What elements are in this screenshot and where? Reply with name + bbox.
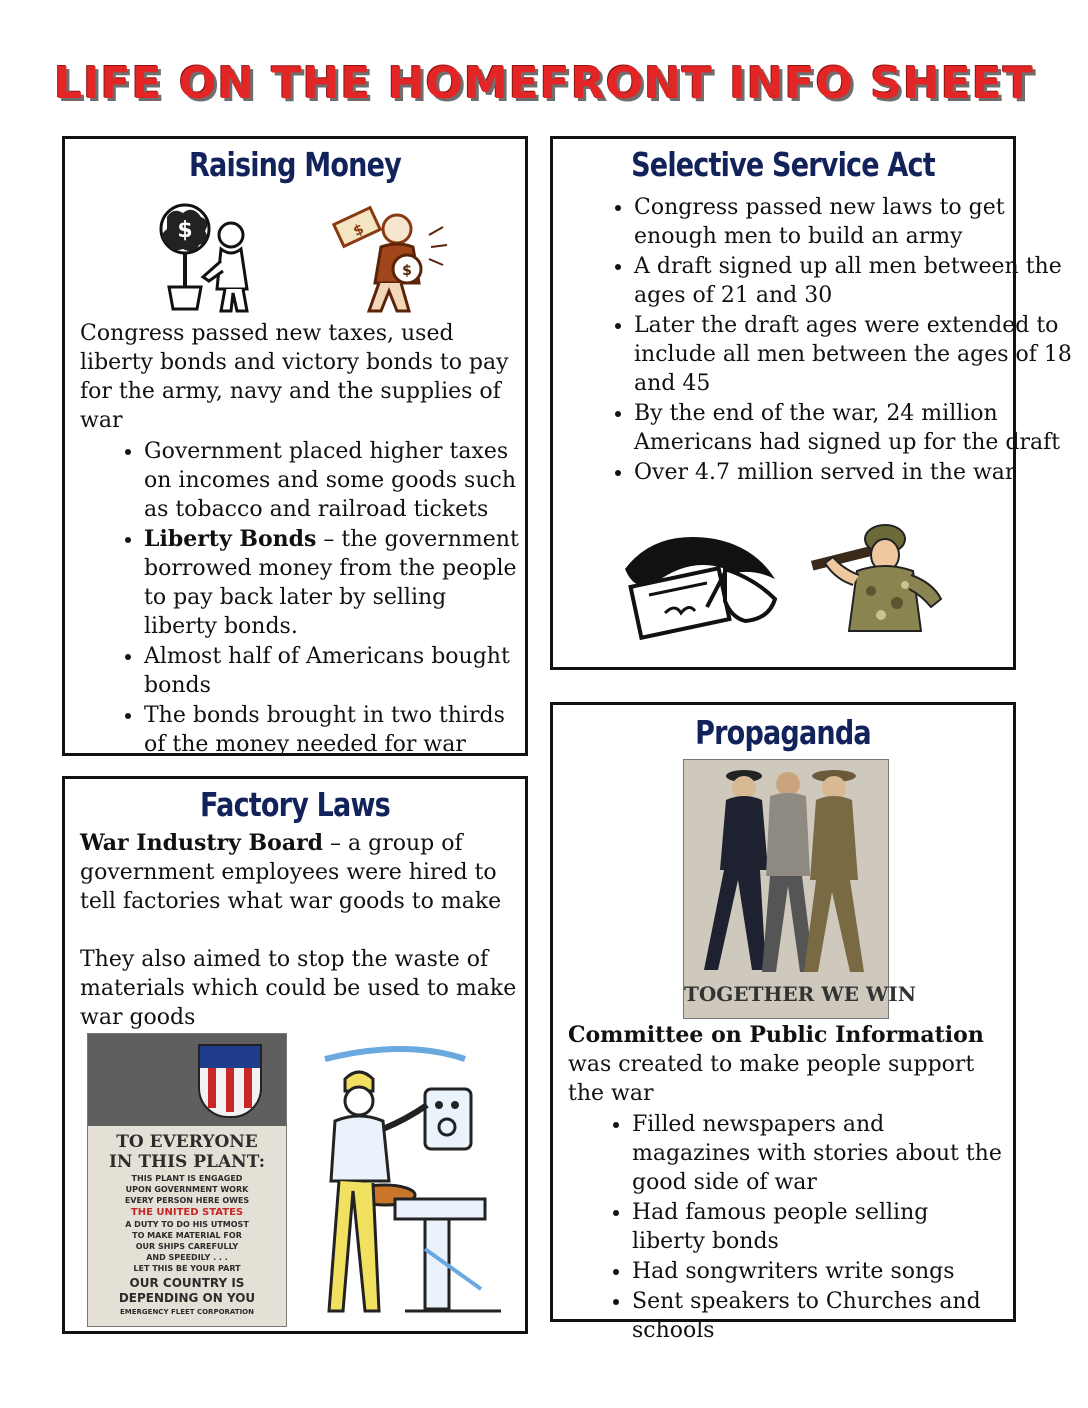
raising-money-heading: Raising Money (189, 145, 401, 184)
svg-text:$: $ (402, 263, 412, 279)
man-with-money-icon (333, 205, 453, 317)
svg-text:$: $ (350, 221, 367, 240)
signing-document-icon (615, 529, 785, 647)
poster-line: OUR COUNTRY IS (129, 1276, 245, 1290)
factory-waste-text: They also aimed to stop the waste of materials which could be used to make war goods (80, 947, 517, 1030)
poster-line: TO MAKE MATERIAL FOR (132, 1231, 242, 1240)
list-item: • Government placed higher taxes on incomes and some goods such as tobacco and railroad tickets (144, 437, 520, 524)
list-item: • Had songwriters write songs (632, 1257, 1008, 1286)
poster-line: EVERY PERSON HERE OWES (124, 1196, 250, 1205)
money-tree-icon (145, 199, 265, 317)
list-item: • Sent speakers to Churches and schools (632, 1287, 1008, 1345)
propaganda-list (568, 1110, 1008, 1345)
poster-line: THE UNITED STATES (130, 1207, 244, 1218)
factory-worker-icon (305, 1049, 505, 1331)
selective-service-list (568, 193, 1074, 488)
list-item: • By the end of the war, 24 million Americans had signed up for the draft (634, 399, 1074, 457)
poster-line: OUR SHIPS CAREFULLY (135, 1242, 239, 1251)
raising-money-section (62, 136, 528, 756)
marching-men-icon (684, 760, 888, 984)
propaganda-heading: Propaganda (695, 713, 871, 752)
poster-caption: TOGETHER WE WIN (684, 982, 917, 1006)
raising-money-list (80, 437, 520, 759)
list-item: • The bonds brought in two thirds of the money needed for war (144, 701, 520, 759)
soldier-icon (807, 511, 957, 651)
poster-line: TO EVERYONE (116, 1132, 258, 1152)
war-industry-board-text: War Industry Board – a group of government employees were hired to tell factories what war goods to make (80, 830, 502, 914)
selective-service-section (550, 136, 1072, 670)
poster-line: AND SPEEDILY . . . (146, 1253, 228, 1262)
propaganda-section (550, 702, 1016, 1343)
poster-line: EMERGENCY FLEET CORPORATION (120, 1308, 254, 1316)
everyone-in-plant-poster (87, 1033, 287, 1327)
list-item: • Later the draft ages were extended to include all men between the ages of 18 and 45 (634, 311, 1074, 398)
list-item: • Filled newspapers and magazines with stories about the good side of war (632, 1110, 1008, 1197)
factory-laws-heading: Factory Laws (200, 785, 390, 824)
list-item: • Had famous people selling liberty bonds (632, 1198, 1008, 1256)
list-item: • A draft signed up all men between the ages of 21 and 30 (634, 252, 1074, 310)
raising-money-intro: Congress passed new taxes, used liberty bonds and victory bonds to pay for the army, navy and the supplies of war (80, 321, 509, 433)
committee-public-info-text: Committee on Public Information was created to make people support the war (568, 1022, 984, 1106)
list-item: • Congress passed new laws to get enough men to build an army (634, 193, 1074, 251)
poster-line: A DUTY TO DO HIS UTMOST (125, 1220, 249, 1229)
poster-line: UPON GOVERNMENT WORK (125, 1185, 249, 1194)
list-item: • Almost half of Americans bought bonds (144, 642, 520, 700)
list-item: • Liberty Bonds – the government borrowed money from the people to pay back later by selling liberty bonds. (144, 525, 520, 641)
factory-laws-section (62, 776, 528, 1334)
list-item: • Over 4.7 million served in the war (634, 458, 1074, 487)
together-we-win-poster (683, 759, 917, 1019)
poster-line: IN THIS PLANT: (108, 1152, 266, 1172)
selective-service-heading: Selective Service Act (631, 145, 935, 184)
page-title: LIFE ON THE HOMEFRONT INFO SHEET (54, 58, 1034, 109)
poster-line: DEPENDING ON YOU (118, 1291, 256, 1305)
poster-line: LET THIS BE YOUR PART (133, 1264, 241, 1273)
svg-text:$: $ (177, 218, 193, 243)
poster-line: THIS PLANT IS ENGAGED (131, 1174, 243, 1183)
